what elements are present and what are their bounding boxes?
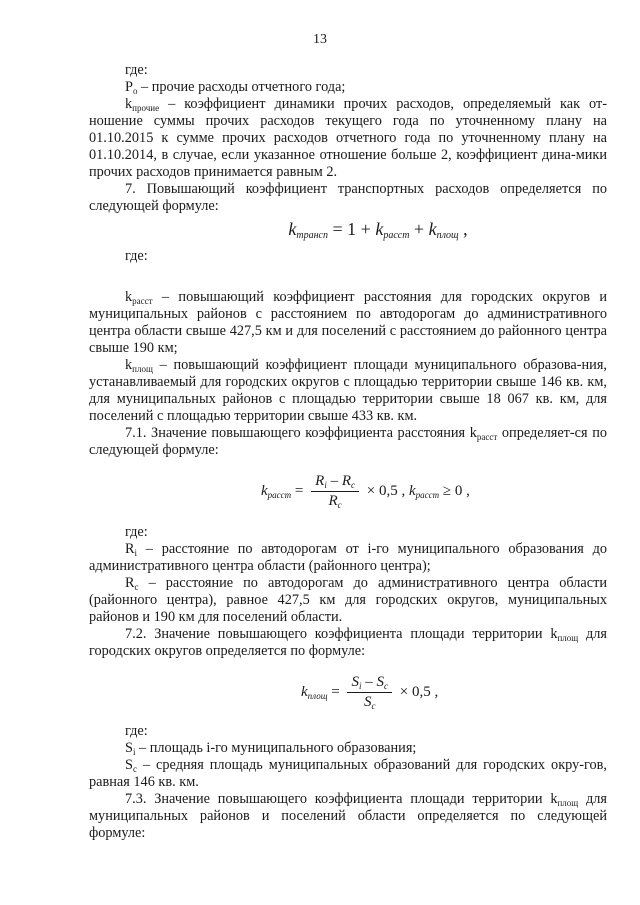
- definition-r-i: $R_i$ – расстояние по автодорогам от i-го муниципального образования до административного центра области (районного центра);: [89, 541, 607, 574]
- where-label: где:: [125, 723, 148, 739]
- paragraph-7-3: 7.3. Значение повышающего коэффициента площади территории $k_{площ}$ для муниципальных районов и поселений области определяется по следующей формуле:: [89, 791, 607, 841]
- definition-k-prochie: $k_{прочие}$ – коэффициент динамики прочих расходов, определяемый как от-ношение суммы прочих расходов текущего года по уточненному плану на 01.10.2015 к сумме прочих расходов отчетного года по уточненному плану на 01.10.2014, в случае, если указанное отношение больше 2, коэффициент дина-мики прочих расходов принимается равным 2.: [89, 96, 607, 180]
- fraction: $\frac{R_i - R_c}{R_c}$: [311, 473, 359, 510]
- definition-s-i: $S_i$ – площадь i-го муниципального образования;: [125, 740, 417, 757]
- definition-r-c: $R_c$ – расстояние по автодорогам до административного центра области (районного центра), равное 427,5 км для городских округов, муниципальных районов и 190 км для поселений области.: [89, 575, 607, 625]
- where-label: где:: [125, 524, 148, 540]
- definition-s-c: $S_c$ – средняя площадь муниципальных образований для городских окру-гов, равная 146 кв. км.: [89, 757, 607, 790]
- page-number: 13: [313, 32, 327, 47]
- paragraph-7-2: 7.2. Значение повышающего коэффициента площади территории $k_{площ}$ для городских округов определяется по формуле:: [89, 626, 607, 659]
- where-label: где:: [125, 62, 148, 78]
- document-body: [89, 62, 607, 842]
- formula-k-rasst: $k_{расст}$ = $\frac{R_i - R_c}{R_c}$ × 0,5 , $k_{расст} \ge 0$ ,: [261, 473, 470, 510]
- definition-k-rasst: $k_{расст}$ – повышающий коэффициент расстояния для городских округов и муниципальных районов с расстоянием по автодорогам до административного центра области свыше 427,5 км и для поселений с расстоянием до районного центра свыше 190 км;: [89, 289, 607, 356]
- paragraph-7: 7. Повышающий коэффициент транспортных расходов определяется по следующей формуле:: [89, 181, 607, 214]
- paragraph-7-1: 7.1. Значение повышающего коэффициента расстояния $k_{расст}$ определяет-ся по следующей формуле:: [89, 425, 607, 458]
- definition-po: $P_o$ – прочие расходы отчетного года;: [125, 79, 346, 96]
- where-label: где:: [125, 248, 148, 264]
- formula-k-plosh: $k_{площ}$ = $\frac{S_i - S_c}{S_c}$ × 0,5 ,: [301, 674, 439, 711]
- fraction: $\frac{S_i - S_c}{S_c}$: [347, 674, 392, 711]
- definition-k-plosh: $k_{площ}$ – повышающий коэффициент площади муниципального образова-ния, устанавливаемый для городских округов с площадью территории свыше 146 кв. км, для муниципальных районов с площадью территории свыше 18 067 кв. км, для поселений с площадью территории свыше 433 кв. км.: [89, 357, 607, 424]
- formula-k-transp: $k_{трансп} = 1 + k_{расст} + k_{площ}$ ,: [288, 219, 468, 241]
